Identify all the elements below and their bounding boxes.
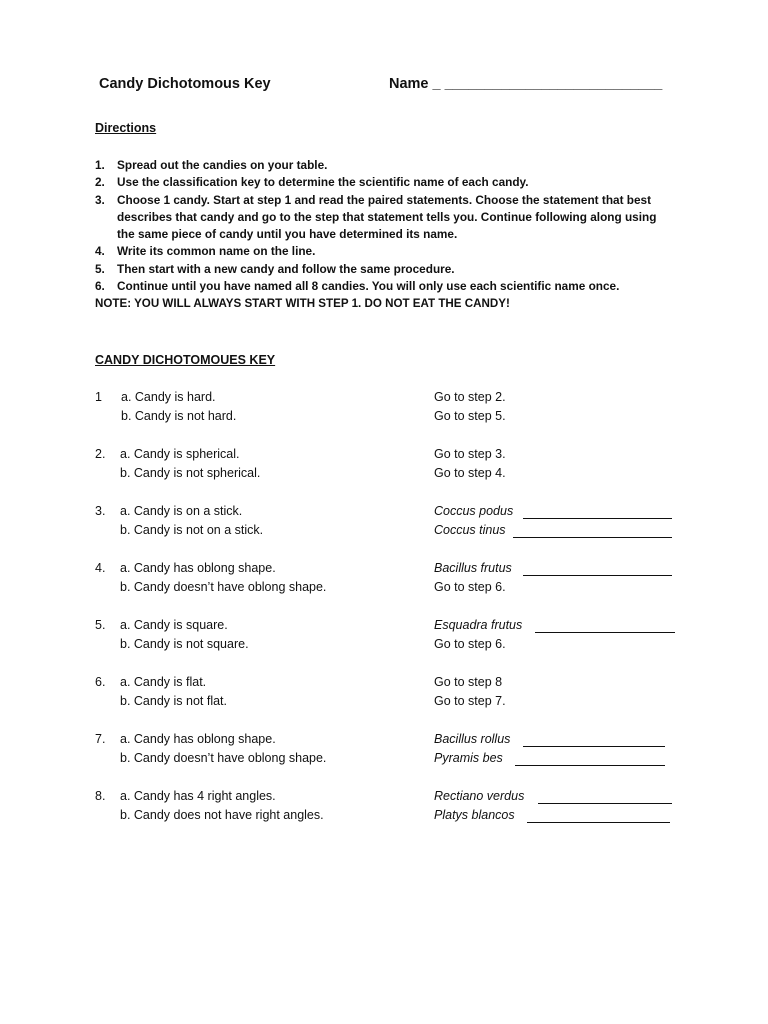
key-statement-a xyxy=(0,447,768,467)
key-step xyxy=(0,618,768,658)
key-statement-a xyxy=(0,618,768,638)
direction-text: Write its common name on the line. xyxy=(117,244,316,259)
direction-item xyxy=(95,278,675,295)
statement-text: b. Candy doesn’t have oblong shape. xyxy=(120,751,327,765)
scientific-name: Rectiano verdus xyxy=(434,789,525,803)
statement-text: a. Candy is on a stick. xyxy=(120,504,243,518)
direction-item xyxy=(95,243,675,260)
direction-number: 4. xyxy=(95,244,105,259)
step-result: Go to step 6. xyxy=(434,637,506,651)
statement-text: a. Candy has oblong shape. xyxy=(120,732,276,746)
direction-text: Then start with a new candy and follow the same procedure. xyxy=(117,261,455,276)
direction-item xyxy=(95,157,675,174)
key-statement-b xyxy=(0,637,768,657)
step-number: 2. xyxy=(95,447,106,461)
key-statement-a xyxy=(0,504,768,524)
key-heading: CANDY DICHOTOMOUES KEY xyxy=(95,353,276,367)
answer-blank[interactable] xyxy=(523,518,672,519)
statement-text: b. Candy doesn’t have oblong shape. xyxy=(120,580,327,594)
statement-text: a. Candy has 4 right angles. xyxy=(120,789,276,803)
statement-text: b. Candy is not hard. xyxy=(121,409,237,423)
key-statement-a xyxy=(0,390,768,410)
key-step xyxy=(0,675,768,715)
step-number: 8. xyxy=(95,789,106,803)
step-number: 4. xyxy=(95,561,106,575)
key-statement-b xyxy=(0,523,768,543)
key-step xyxy=(0,561,768,601)
statement-text: b. Candy is not flat. xyxy=(120,694,228,708)
step-result: Go to step 4. xyxy=(434,466,506,480)
direction-number: 2. xyxy=(95,175,105,190)
direction-item xyxy=(95,192,675,244)
step-result: Go to step 8 xyxy=(434,675,503,689)
step-number: 7. xyxy=(95,732,106,746)
key-statement-b xyxy=(0,808,768,828)
step-number: 1 xyxy=(95,390,102,404)
answer-blank[interactable] xyxy=(523,746,665,747)
statement-text: a. Candy has oblong shape. xyxy=(120,561,276,575)
statement-text: a. Candy is square. xyxy=(120,618,228,632)
key-statement-a xyxy=(0,561,768,581)
direction-item xyxy=(95,174,675,191)
key-step xyxy=(0,789,768,829)
answer-blank[interactable] xyxy=(527,822,670,823)
key-step xyxy=(0,447,768,487)
direction-item xyxy=(95,261,675,278)
direction-text: Continue until you have named all 8 candies. You will only use each scientific name once. xyxy=(117,279,620,294)
scientific-name: Coccus podus xyxy=(434,504,514,518)
direction-text: Spread out the candies on your table. xyxy=(117,158,328,172)
step-result: Go to step 2. xyxy=(434,390,506,404)
direction-number: 5. xyxy=(95,261,105,276)
key-step xyxy=(0,732,768,772)
key-statement-a xyxy=(0,789,768,809)
statement-text: b. Candy is not spherical. xyxy=(120,466,261,480)
key-statement-b xyxy=(0,466,768,486)
statement-text: b. Candy does not have right angles. xyxy=(120,808,324,822)
direction-number: 3. xyxy=(95,192,105,207)
direction-number: 1. xyxy=(95,158,105,172)
answer-blank[interactable] xyxy=(515,765,665,766)
directions-heading: Directions xyxy=(95,121,157,135)
answer-blank[interactable] xyxy=(538,803,672,804)
key-statement-a xyxy=(0,675,768,695)
step-result: Go to step 5. xyxy=(434,409,506,423)
page-title: Candy Dichotomous Key xyxy=(99,76,271,92)
step-result: Go to step 6. xyxy=(434,580,506,594)
answer-blank[interactable] xyxy=(523,575,672,576)
answer-blank[interactable] xyxy=(535,632,675,633)
key-statement-a xyxy=(0,732,768,752)
scientific-name: Platys blancos xyxy=(434,808,515,822)
direction-text: Choose 1 candy. Start at step 1 and read the paired statements. Choose the statement that best describes that candy and go to the step that statement tells you. Continue following along using the same piece of candy until you have determined its name. xyxy=(117,192,657,242)
direction-number: 6. xyxy=(95,279,105,294)
key-statement-b xyxy=(0,694,768,714)
key-statement-b xyxy=(0,580,768,600)
statement-text: b. Candy is not square. xyxy=(120,637,249,651)
key-statement-b xyxy=(0,409,768,429)
answer-blank[interactable] xyxy=(513,537,672,538)
key-step xyxy=(0,390,768,430)
scientific-name: Pyramis bes xyxy=(434,751,503,765)
directions-note: NOTE: YOU WILL ALWAYS START WITH STEP 1. DO NOT EAT THE CANDY! xyxy=(95,297,510,311)
step-number: 5. xyxy=(95,618,106,632)
scientific-name: Bacillus rollus xyxy=(434,732,511,746)
statement-text: a. Candy is hard. xyxy=(121,390,216,404)
step-number: 6. xyxy=(95,675,106,689)
scientific-name: Esquadra frutus xyxy=(434,618,523,632)
step-result: Go to step 7. xyxy=(434,694,506,708)
direction-text: Use the classification key to determine the scientific name of each candy. xyxy=(117,175,529,190)
key-statement-b xyxy=(0,751,768,771)
step-result: Go to step 3. xyxy=(434,447,506,461)
directions-list xyxy=(95,157,675,313)
key-step xyxy=(0,504,768,544)
statement-text: b. Candy is not on a stick. xyxy=(120,523,264,537)
name-field-label: Name _ ___________________________ xyxy=(389,76,663,92)
step-number: 3. xyxy=(95,504,106,518)
statement-text: a. Candy is flat. xyxy=(120,675,207,689)
scientific-name: Bacillus frutus xyxy=(434,561,512,575)
statement-text: a. Candy is spherical. xyxy=(120,447,240,461)
scientific-name: Coccus tinus xyxy=(434,523,506,537)
